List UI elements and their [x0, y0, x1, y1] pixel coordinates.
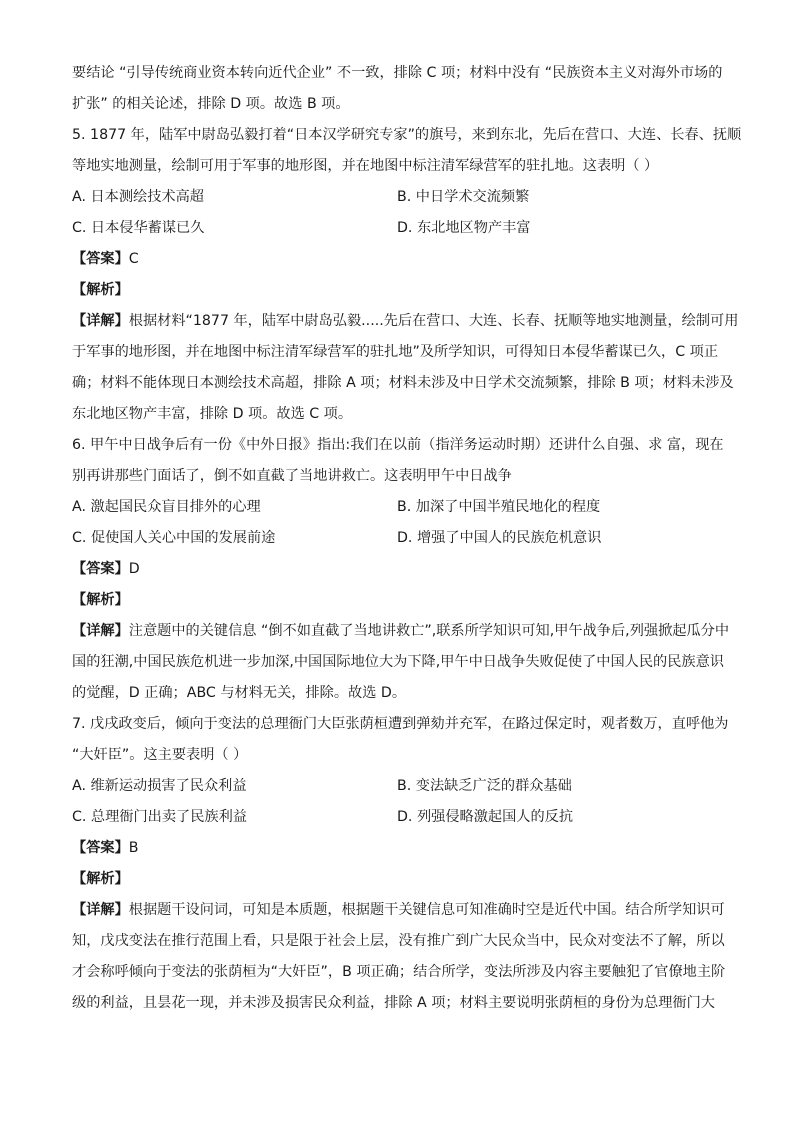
detail-line: 知，戊戌变法在推行范围上看，只是限于社会上层，没有推广到广大民众当中，民众对变法不了解，所以: [72, 933, 725, 949]
detail-line: [72, 306, 739, 337]
option-a: A. 日本测绘技术高超: [72, 189, 204, 205]
option-b: B. 加深了中国半殖民地化的程度: [397, 499, 601, 515]
answer-tag: 【答案】: [72, 251, 129, 267]
analysis-heading: 【解析】: [72, 592, 129, 608]
option-d: D. 东北地区物产丰富: [397, 220, 531, 236]
detail-text: 注意题中的关键信息 “倒不如直截了当地讲救亡”,联系所学知识可知,甲午战争后,列强掀起瓜分中: [128, 623, 730, 639]
question-stem: 5. 1877 年，陆军中尉岛弘毅打着“日本汉学研究专家”的旗号，来到东北，先后在营口、大连、长春、抚顺: [72, 127, 742, 143]
option-c: C. 促使国人关心中国的发展前途: [72, 530, 276, 546]
option-b: B. 中日学术交流频繁: [397, 189, 530, 205]
option-d: D. 列强侵略激起国人的反抗: [397, 809, 574, 825]
answer-line: [72, 833, 722, 864]
question-stem: “大奸臣”。这主要表明（ ）: [72, 747, 248, 763]
detail-line: 东北地区物产丰富，排除 D 项。故选 C 项。: [72, 406, 353, 422]
answer-line: [72, 244, 722, 275]
detail-tag: 【详解】: [72, 902, 129, 918]
detail-line: [72, 895, 725, 926]
question-7: [72, 709, 729, 1019]
options-row: [72, 523, 722, 554]
answer-tag: 【答案】: [72, 561, 129, 577]
options-row: [72, 802, 722, 833]
intro-text: [72, 58, 722, 120]
text-line: 要结论 “引导传统商业资本转向近代企业” 不一致，排除 C 项；材料中没有 “民族资本主义对海外市场的: [72, 65, 723, 81]
analysis-heading: 【解析】: [72, 871, 129, 887]
option-b: B. 变法缺乏广泛的群众基础: [397, 778, 572, 794]
answer-value: D: [128, 561, 140, 577]
answer-tag: 【答案】: [72, 840, 129, 856]
options-row: [72, 771, 722, 802]
option-c: C. 总理衙门出卖了民族利益: [72, 809, 247, 825]
detail-line: 才会称呼倾向于变法的张荫桓为“大奸臣”，B 项正确；结合所学，变法所涉及内容主要触犯了官僚地主阶: [72, 964, 726, 980]
question-6: [72, 430, 730, 709]
question-5: [72, 120, 742, 430]
option-c: C. 日本侵华蓄谋已久: [72, 220, 205, 236]
question-stem: 别再讲那些门面话了，倒不如直截了当地讲救亡。这表明甲午中日战争: [72, 468, 512, 484]
analysis-heading: 【解析】: [72, 282, 129, 298]
answer-value: B: [128, 840, 139, 856]
option-a: A. 维新运动损害了民众利益: [72, 778, 247, 794]
option-d: D. 增强了中国人的民族危机意识: [397, 530, 602, 546]
detail-tag: 【详解】: [72, 623, 129, 639]
options-row: [72, 182, 722, 213]
detail-line: [72, 616, 730, 647]
options-row: [72, 213, 722, 244]
question-stem: 7. 戊戌政变后，倾向于变法的总理衙门大臣张荫桓遭到弹劾并充军，在路过保定时，观者数万，直呼他为: [72, 716, 729, 732]
detail-line: 级的利益，且昙花一现，并未涉及损害民众利益，排除 A 项；材料主要说明张荫桓的身份为总理衙门大: [72, 995, 715, 1011]
option-a: A. 激起国民众盲目排外的心理: [72, 499, 261, 515]
options-row: [72, 492, 722, 523]
detail-text: 根据题干设问词，可知是本质题，根据题干关键信息可知准确时空是近代中国。结合所学知识可: [128, 902, 725, 918]
detail-line: 国的狂潮,中国民族危机进一步加深,中国国际地位大为下降,甲午中日战争失败促使了中国人民的民族意识: [72, 654, 724, 670]
answer-line: [72, 554, 722, 585]
detail-text: 根据材料“1877 年，陆军中尉岛弘毅.....先后在营口、大连、长春、抚顺等地实地测量，绘制可用: [128, 313, 739, 329]
answer-value: C: [128, 251, 139, 267]
question-stem: 6. 甲午中日战争后有一份《中外日报》指出:我们在以前（指洋务运动时期）还讲什么自强、求 富，现在: [72, 437, 724, 453]
document-page: [72, 58, 742, 1019]
detail-line: 于军事的地形图，并在地图中标注清军绿营军的驻扎地”及所学知识，可得知日本侵华蓄谋已久，C 项正: [72, 344, 719, 360]
text-line: 扩张” 的相关论述，排除 D 项。故选 B 项。: [72, 96, 350, 112]
question-stem: 等地实地测量，绘制可用于军事的地形图，并在地图中标注清军绿营军的驻扎地。这表明（ ）: [72, 158, 659, 174]
detail-line: 的觉醒，D 正确；ABC 与材料无关，排除。故选 D。: [72, 685, 407, 701]
detail-line: 确；材料不能体现日本测绘技术高超，排除 A 项；材料未涉及中日学术交流频繁，排除 B 项；材料未涉及: [72, 375, 734, 391]
detail-tag: 【详解】: [72, 313, 129, 329]
